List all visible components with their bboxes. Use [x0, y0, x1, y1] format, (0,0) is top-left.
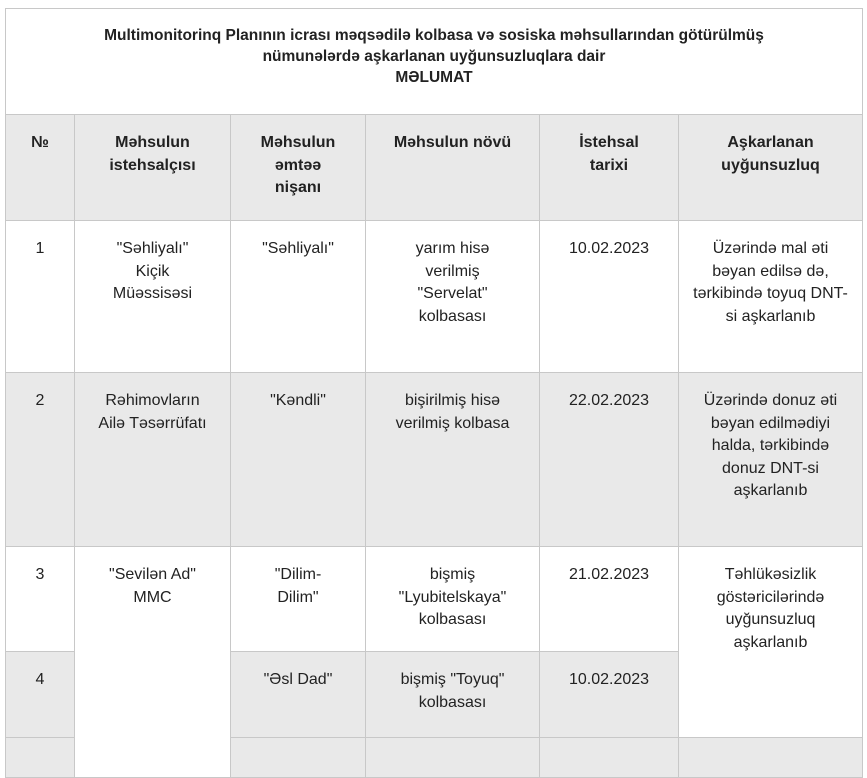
table-row [6, 221, 863, 373]
row-production-date: 22.02.2023 [540, 373, 679, 547]
title-line-3: MƏLUMAT [395, 69, 473, 86]
row-producer: "Səhliyalı" Kiçik Müəssisəsi [75, 221, 231, 373]
nonconformity-table [5, 8, 863, 778]
title-line-1: Multimonitorinq Planının icrası məqsədilə kolbasa və sosiska məhsullarından götürülmüş [104, 27, 764, 44]
row-number: 1 [6, 221, 75, 373]
row-number: 3 [6, 547, 75, 652]
title-line-2: nümunələrdə aşkarlanan uyğunsuzluqlara dair [262, 48, 606, 65]
row-brand: "Səhliyalı" [231, 221, 366, 373]
header-number: № [6, 115, 75, 221]
table-row [6, 547, 863, 652]
row-production-date [540, 738, 679, 778]
header-product-type: Məhsulun növü [366, 115, 540, 221]
header-brand: Məhsulun əmtəə nişanı [231, 115, 366, 221]
row-brand: "Əsl Dad" [231, 652, 366, 738]
row-production-date: 10.02.2023 [540, 221, 679, 373]
row-number: 2 [6, 373, 75, 547]
row-nonconformity: Təhlükəsizlik göstəricilərində uyğunsuzluq aşkarlanıb [679, 547, 863, 738]
row-product-type [366, 738, 540, 778]
row-production-date: 10.02.2023 [540, 652, 679, 738]
row-nonconformity: Üzərində donuz əti bəyan edilmədiyi halda, tərkibində donuz DNT-si aşkarlanıb [679, 373, 863, 547]
row-product-type: yarım hisə verilmiş "Servelat" kolbasası [366, 221, 540, 373]
header-producer: Məhsulun istehsalçısı [75, 115, 231, 221]
row-product-type: bişirilmiş hisə verilmiş kolbasa [366, 373, 540, 547]
row-nonconformity [679, 738, 863, 778]
row-number [6, 738, 75, 778]
row-production-date: 21.02.2023 [540, 547, 679, 652]
row-brand [231, 738, 366, 778]
row-product-type: bişmiş "Lyubitelskaya" kolbasası [366, 547, 540, 652]
table-row [6, 373, 863, 547]
header-production-date: İstehsal tarixi [540, 115, 679, 221]
row-brand: "Kəndli" [231, 373, 366, 547]
table-header-row [6, 115, 863, 221]
header-nonconformity: Aşkarlanan uyğunsuzluq [679, 115, 863, 221]
row-brand: "Dilim-Dilim" [231, 547, 366, 652]
document-title [6, 9, 863, 115]
row-number: 4 [6, 652, 75, 738]
row-producer: Rəhimovların Ailə Təsərrüfatı [75, 373, 231, 547]
row-nonconformity: Üzərində mal əti bəyan edilsə də, tərkibində toyuq DNT-si aşkarlanıb [679, 221, 863, 373]
row-product-type: bişmiş "Toyuq" kolbasası [366, 652, 540, 738]
row-producer: "Sevilən Ad" MMC [75, 547, 231, 778]
